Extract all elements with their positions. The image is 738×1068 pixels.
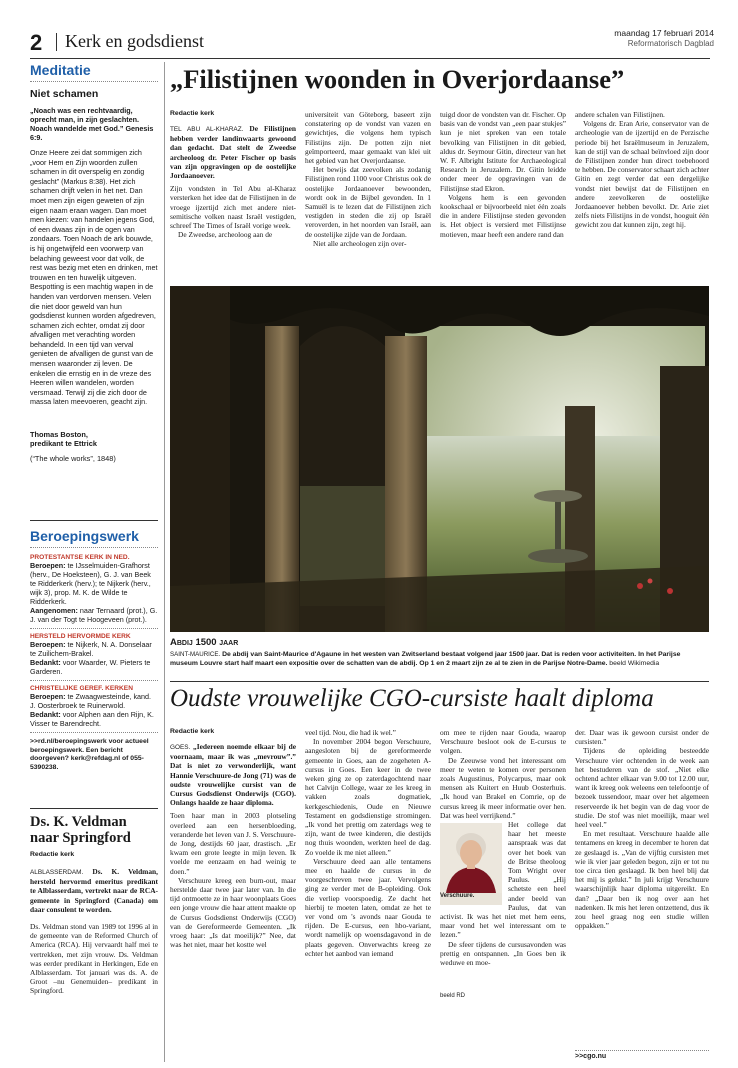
sidebar-rule-1 xyxy=(30,520,158,521)
group-entry: Bedankt: voor Waarder, W. Pieters te Garderen. xyxy=(30,658,151,676)
header-rule xyxy=(30,58,710,59)
meditatie-quote: „Noach was een rechtvaardig, oprecht man, in zijn geslachten. Noach wandelde met God.” Genesis 6:9. xyxy=(30,106,154,142)
meditatie-label: Meditatie xyxy=(30,62,91,78)
meditatie-author-role: predikant te Ettrick xyxy=(30,439,97,448)
article2-col-3: om mee te rijden naar Gouda, waarop Verschuure besloot ook de E-cursus te volgen. De Zeeuwse vond het interessant om meer te weten te komen over personen zoals Augustinus, Polycarpus, maar ook mensen als Kuitert en Huub Oosterhuis. „Ik houd van Brakel en Comrie, op de cursus kreeg ik meer informatie over hen. Dat was heel verrijkend.” Verschuure. Het college dat haar het meeste aanspraak was dat over het boek van de Britse theoloog Tom Wright over Paulus. „Hij schetste een heel ander beeld van Paulus, dat van activist. Ik was het niet met hem eens, maar vond het wel interessant om te lezen.” De sfeer tijdens de cursusavonden was prettig en ontspannen. „In Goes ben ik weduwe en moe- xyxy=(440,728,566,968)
inset-caption: Verschuure. xyxy=(440,893,475,900)
group-heading: CHRISTELIJKE GEREF. KERKEN xyxy=(30,685,133,692)
abbey-photo xyxy=(170,286,709,632)
article1-byline: Redactie kerk xyxy=(170,110,215,117)
article2-headline: Oudste vrouwelijke CGO-cursiste haalt diploma xyxy=(170,685,654,712)
article1-col-1: TEL ABU AL-KHARAZ. De Filistijnen hebben verder landinwaarts gewoond dan gedacht. Dat stelt de Zweedse archeoloog dr. Peter Fischer op basis van zijn opgravingen op de oostelijke Jordaanoever. Zijn vondsten in Tel Abu al-Kharaz versterken het idee dat de Filistijnen in de vroege ijzertijd zich met andere niet-semitische volken naast Israël vestigden, schreef The Times of Israël vorige week. De Zweedse, archeoloog aan de xyxy=(170,124,296,240)
group-entry: Beroepen: te IJsselmuiden-Grafhorst (herv., De Hoeksteen), G. J. van Beek te Ridderkerk (herv.); te Nijkerk (herv., wijk 3), prop. M. K. de Wilde te Ridderkerk. xyxy=(30,561,151,606)
meditatie-title: Niet schamen xyxy=(30,88,99,100)
beroepingswerk-label: Beroepingswerk xyxy=(30,528,139,544)
inset-photo xyxy=(440,823,502,905)
article2-col-1: GOES. „Iedereen noemde elkaar bij de voornaam, maar ik was „mevrouw”.” Dat is niet zo verwonderlijk, want Hannie Verschuure-de Jong (71) was de oudste vrouwelijke cursist van de Cursus Godsdienst Onderwijs (CGO). Onlangs haalde ze haar diploma. Toen haar man in 2003 plotseling overleed aan een hersenbloeding, veranderde het leven van J. S. Verschuure-de Jong, destijds 60 jaar, drastisch. „Er kwam een grote leegte in mijn leven. Ik voelde me eenzaam en had weinig te doen.” Verschuure kreeg een burn-out, maar herstelde daar twee jaar later van. In die tijd ontmoette ze in haar woonplaats Goes een jonge vrouw die haar attent maakte op de Cursus Godsdienst Onderwijs (CGO) van de Gereformeerde Gemeenten. „Ik vroeg haar: „Is dat moeilijk?” Nee, dat was het niet, maar het kostte wel xyxy=(170,742,296,950)
group-divider xyxy=(30,732,158,733)
article-divider xyxy=(170,681,709,682)
sidebar-rule-2 xyxy=(30,808,158,809)
article1-col-2: universiteit van Göteborg, baseert zijn constatering op de vondst van vazen en gewichtjes, die volgens hem typisch Filistijns zijn. De potten zijn niet geïmporteerd, maar gemaakt van klei uit het gebied van het Overjordaanse. Het bewijs dat zeevolken als zodanig Filistijnen rond 1100 voor Christus ook de oostelijke Jordaanoever bewoonden, wordt ook in de Bijbel gevonden. In 1 Samuël is te lezen dat de Filistijnen zich vestigden in steden die zij op Israël veroverden, in het noorden van Israël, aan de oostelijke zijde van de Jordaan. Niet alle archeologen zijn over- xyxy=(305,110,431,248)
section-title: Kerk en godsdienst xyxy=(65,31,204,51)
article2-col-4: der. Daar was ik gewoon cursist onder de cursisten.” Tijdens de opleiding besteedde Verschuure vier ochtenden in de week aan het bestuderen van de stof. „Niet elke ochtend achter elkaar van 9.00 tot 12.00 uur, want ik kreeg ook weleens een telefoontje of bezoek tussendoor, maar over het algemeen reserveerde ik het begin van de dag voor de studie. De stof was niet moeilijk, maar wel heel veel.” En met resultaat. Verschuure haalde alle tentamens en kreeg in december te horen dat ze geslaagd is. „Van de vijftig cursisten met wie ik vier jaar geleden begon, zijn er tot nu toe circa tien geslaagd. Ik ben heel blij dat het mij is gelukt.” In juli krijgt Verschuure waarschijnlijk haar diploma uitgereikt. En dan? „Daar ben ik nog over aan het nadenken. Ik mis het leren ontzettend, dus ik zou heel graag nog een studie willen oppakken.” xyxy=(575,728,709,931)
article2-footer-divider xyxy=(575,1050,709,1051)
meditatie-source: (“The whole works”, 1848) xyxy=(30,454,116,463)
article1-lead: TEL ABU AL-KHARAZ. De Filistijnen hebben verder landinwaarts gewoond dan gedacht. Dat stelt de Zweedse archeoloog dr. Peter Fischer op basis van zijn opgravingen op de oostelijke Jordaanoever. xyxy=(170,124,296,181)
article2-footer-link[interactable]: >>cgo.nu xyxy=(575,1053,607,1060)
photo-title: Abdij 1500 jaar xyxy=(170,637,239,648)
article2-byline: Redactie kerk xyxy=(170,728,215,735)
beroepingswerk-box xyxy=(30,528,158,772)
beroepingswerk-footer[interactable]: >>rd.nl/beroepingswerk voor actueel beroepingswerk. Een bericht doorgeven? kerk@refdag.nl of 055-5390238. xyxy=(30,738,149,771)
veldman-headline: Ds. K. Veldman naar Springford xyxy=(30,814,131,846)
group-heading: HERSTELD HERVORMDE KERK xyxy=(30,633,131,640)
meditatie-divider xyxy=(30,81,158,82)
group-entry: Aangenomen: naar Ternaard (prot.), G. J. van der Togt te Hoogeveen (prot.). xyxy=(30,606,158,624)
meditatie-box xyxy=(30,62,158,463)
group-heading: PROTESTANTSE KERK IN NED. xyxy=(30,554,130,561)
article2-col-2: veel tijd. Nou, die had ik wel.” In november 2004 begon Verschuure, aangesloten bij de gereformeerde gemeente in Goes, aan de zogeheten A-cursus in Goes. Een keer in de twee weken ging ze op zaterdagochtend naar het Calvijn College, waar ze les kreeg in vakken zoals dogmatiek, kerkgeschiedenis, Oude en Nieuwe Testament en godsdienstige stromingen. „Ik vond het prettig om zaterdags weg te zijn, want de twee kinderen, die destijds nog thuis woonden, werkten heel de dag. Zo voelde ik me niet alleen.” Verschuure deed aan alle tentamens mee en haalde de cursus in de voorgeschreven twee jaar. Vervolgens ging ze verder met de B-opleiding. Ook die verliep voorspoedig. Ze dacht het hierbij te moeten laten, omdat ze het te ver vond om 's avonds naar Gouda te rijden. De E-cursus, een hbo-variant, wordt namelijk op woensdagavond in de plaats gegeven. Onverwachts kreeg ze echter het aanbod van iemand xyxy=(305,728,431,958)
sidebar-vertical-rule xyxy=(164,62,165,1062)
meditatie-author: Thomas Boston, xyxy=(30,430,88,439)
article1-col-4: andere schalen van Filistijnen. Volgens dr. Eran Arie, conservator van de archeologie van de ijzertijd en de Perzische periode bij het Israëlmuseum in Jeruzalem, kan de stijl van de schaal beïnvloed zijn door de Filistijnen zonder hun direct toebehoord te hebben. De conservator schaart zich achter Gitin en zegt verder dat een dergelijke vondst niet bewijst dat de Filistijnen en andere zeevolkeren de oostelijke Jordaanoever hebben bevolkt. Dr. Arie ziet zelfs niets Filistijns in de vondst, hooguit één gewicht zou dat kunnen zijn, zegt hij. xyxy=(575,110,709,230)
veldman-lead: ALBLASSERDAM. Ds. K. Veldman, hersteld hervormd emeritus predikant te Alblasserdam, vertrekt naar de RCA-gemeente in Springford (Canada) om daar consulent te worden. xyxy=(30,867,158,914)
article2-lead: GOES. „Iedereen noemde elkaar bij de voornaam, maar ik was „mevrouw”.” Dat is niet zo verwonderlijk, want Hannie Verschuure-de Jong (71) was de oudste vrouwelijke cursist van de Cursus Godsdienst Onderwijs (CGO). Onlangs haalde ze haar diploma. xyxy=(170,742,296,808)
group-divider xyxy=(30,628,158,629)
veldman-box xyxy=(30,814,158,995)
beroepingswerk-divider xyxy=(30,547,158,548)
group-entry: Beroepen: te Zwaagwesteinde, kand. J. Oosterbroek te Ruinerwold. xyxy=(30,692,152,710)
page-header-divider xyxy=(56,33,57,51)
inset-credit: beeld RD xyxy=(440,993,502,999)
article1-col-3: tuigd door de vondsten van dr. Fischer. Op basis van de vondst van „een paar stukjes” kun je niet spreken van een totale bevolking van Filistijnen in dit gebied, aldus dr. Seymour Gitin, directeur van het W. F. Albright Istitute for Archaeological Research in Jeruzalem. Dr. Gitin leidde onder meer de opgravingen van de Filistijnse stad Ekron. Volgens hem is een gevonden kookschaal er bijvoorbeeld niet één zoals die in andere Filistijnse steden gevonden is. Het object is versierd met Filistijnse motieven, maar heeft een andere rand dan xyxy=(440,110,566,239)
page-header xyxy=(12,30,726,56)
veldman-body: Ds. Veldman stond van 1989 tot 1996 al in de gemeente van de Reformed Church of America (RCA). Hij vervaardt half mei te vertrekken, met zijn vrouw. Ds. Veldman was eerder predikant in Herkingen, Ede en Alblasserdam. Tot januari was ds. A. de Groot –nu Genemuiden– predikant in Springford. xyxy=(30,922,158,996)
meditatie-body: Onze Heere zei dat sommigen zich „voor Hem en Zijn woorden zullen schamen in dit overspelig en zondig geslacht” (Markus 8:38). Het zich schamen drijft velen in het net. Dan moet men zijn eigen geweten of zijn eigen naam eraan wagen. Dan moet men kiezen: van handelen jegens God, of een dwaas zijn in de ogen van zondaars. Toen Noach de ark bouwde, is hij ongetwijfeld een voorwerp van belaching geweest voor dat volk, de rest was bezig met eten en drinken, met trouwen en ten huwelijk uitgeven. Bespotting is een machtig wapen in de handen van verdorven mensen. Velen die niet door geweld van hun godsdienst kunnen worden afgedreven, schamen zich echter, omdat zij door afvalligen met verachting worden behandeld. In een tijd van verval genieten de afvalligen de gunst van de mensen waaronder zij leven. De enkelen die ernstig en in de vreze des Heeren willen wandelen, worden versmaad. Terwijl zij die zich door de massa laten meevoeren, geacht zijn. xyxy=(30,148,158,407)
sidebar xyxy=(30,62,158,1062)
header-paper: Reformatorisch Dagblad xyxy=(627,39,714,48)
article1-headline: „Filistijnen woonden in Overjordaanse” xyxy=(170,64,625,94)
photo-caption: SAINT-MAURICE. De abdij van Saint-Maurice d'Agaune in het westen van Zwitserland bestaat volgend jaar 1500 jaar. Dat is reden voor activiteiten. In het Parijse museum Louvre start half maart een expositie over de schatten van de abdij. Op 1 en 2 maart zijn ze al te zien in de Parijse Notre-Dame. beeld Wikimedia xyxy=(170,651,681,667)
page-number: 2 xyxy=(30,30,43,55)
group-divider xyxy=(30,680,158,681)
header-date: maandag 17 februari 2014 xyxy=(614,28,714,38)
group-entry: Beroepen: te Nijkerk, N. A. Donselaar te Zuilichem-Brakel. xyxy=(30,640,152,658)
group-entry: Bedankt: voor Alphen aan den Rijn, K. Visser te Barendrecht. xyxy=(30,710,154,728)
veldman-byline: Redactie kerk xyxy=(30,851,75,858)
